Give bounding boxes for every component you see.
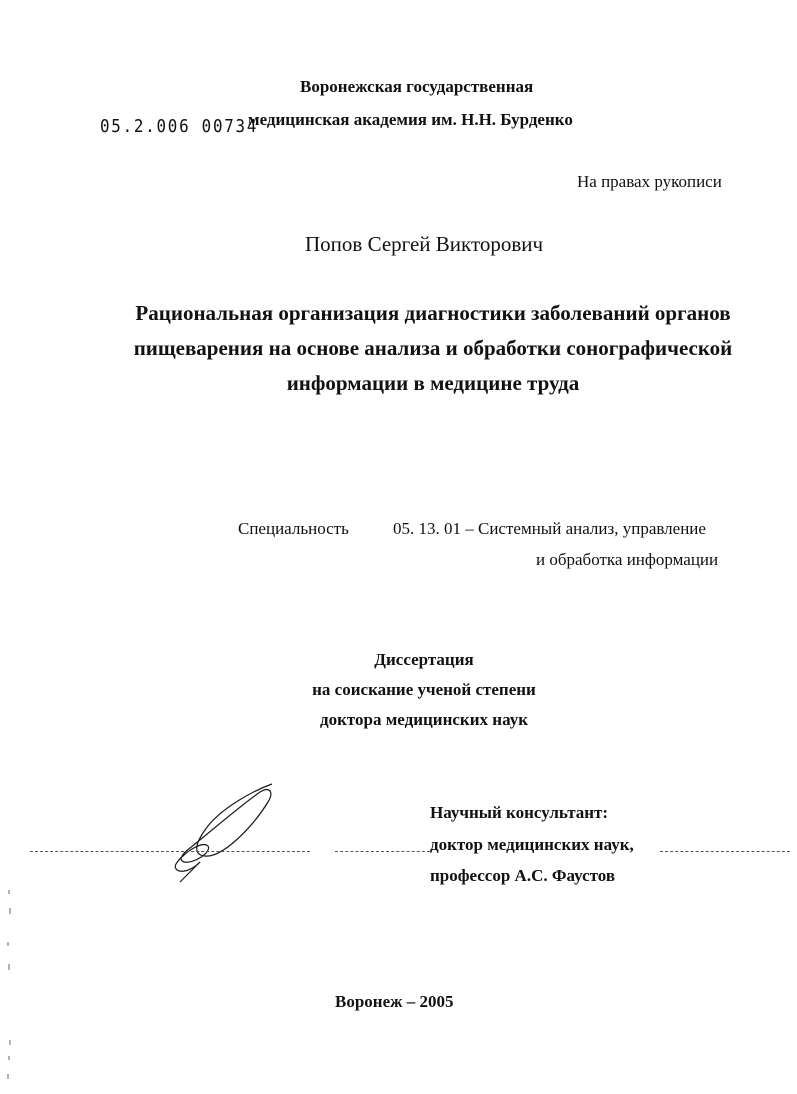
dissertation-label: Диссертация <box>374 650 474 669</box>
city-year: Воронеж – 2005 <box>335 992 454 1011</box>
institution-name-line2: медицинская академия им. Н.Н. Бурденко <box>248 110 573 129</box>
degree-purpose: на соискание ученой степени <box>312 680 536 699</box>
title-line-3: информации в медицине труда <box>286 371 580 395</box>
scan-margin-marks <box>0 880 16 1090</box>
manuscript-rights-note: На правах рукописи <box>577 172 722 191</box>
specialty-code-line1: 05. 13. 01 – Системный анализ, управление <box>393 519 706 538</box>
consultant-label: Научный консультант: <box>430 803 609 822</box>
handwritten-signature <box>160 780 290 885</box>
consultant-name: профессор А.С. Фаустов <box>430 866 616 885</box>
dissertation-degree-block <box>274 645 574 735</box>
signature-line-right <box>660 851 790 852</box>
specialty-code-line2: и обработка информации <box>536 550 719 569</box>
title-line-2: пищеварения на основе анализа и обработки сонографической <box>133 336 733 360</box>
specialty-label: Специальность <box>238 519 349 538</box>
signature-line-middle <box>335 851 430 852</box>
consultant-degree: доктор медицинских наук, <box>430 835 634 854</box>
degree-name: доктора медицинских наук <box>319 710 529 729</box>
institution-name-line1: Воронежская государственная <box>300 77 534 96</box>
dissertation-title <box>108 296 758 401</box>
author-name: Попов Сергей Викторович <box>305 232 544 256</box>
library-stamp-number: 05.2.006 00734 <box>100 116 259 137</box>
title-line-1: Рациональная организация диагностики заболеваний органов <box>135 301 731 325</box>
signature-line-left <box>30 851 310 852</box>
